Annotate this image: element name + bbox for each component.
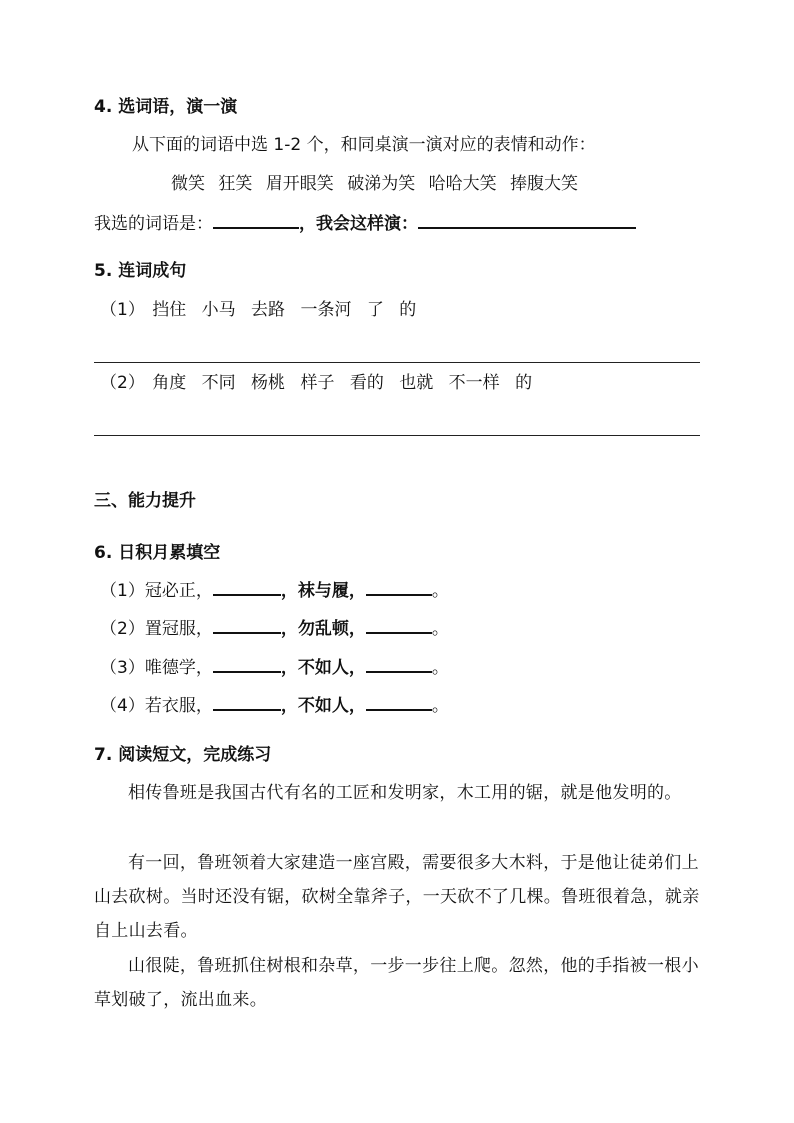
verse-start: 置冠服， <box>144 619 213 639</box>
verse-mid: ，不如人， <box>280 658 366 678</box>
word-option: 捧腹大笑 <box>510 174 579 194</box>
answer-line-1[interactable] <box>94 362 700 363</box>
item-number: （4） <box>100 696 145 716</box>
word-token: 不一样 <box>448 373 500 393</box>
fill-blank[interactable] <box>213 695 281 711</box>
word-token: 小马 <box>201 300 236 320</box>
q5-item-1 <box>100 298 426 322</box>
item-number: （2） <box>100 619 145 639</box>
fill-blank[interactable] <box>213 618 281 634</box>
word-option: 眉开眼笑 <box>265 174 334 194</box>
verse-end: 。 <box>431 619 449 639</box>
word-token: 的 <box>399 300 417 320</box>
q6-item-2 <box>100 617 449 641</box>
word-option: 微笑 <box>171 174 205 194</box>
q4-instruction: 从下面的词语中选 1-2 个，和同桌演一演对应的表情和动作： <box>132 135 596 155</box>
word-token: 不同 <box>201 373 236 393</box>
answer-line-2[interactable] <box>94 435 700 436</box>
q4-word-list <box>171 172 578 196</box>
verse-mid: ，不如人， <box>280 696 366 716</box>
q4-title: 4. 选词语，演一演 <box>94 97 238 117</box>
word-token: 样子 <box>300 373 335 393</box>
answer-blank-words[interactable] <box>213 213 299 229</box>
verse-end: 。 <box>431 696 449 716</box>
word-option: 破涕为笑 <box>347 174 416 194</box>
q6-item-4 <box>100 694 449 718</box>
fill-blank[interactable] <box>366 695 432 711</box>
fill-blank[interactable] <box>366 618 432 634</box>
word-option: 狂笑 <box>218 174 253 194</box>
word-token: 的 <box>515 373 533 393</box>
passage-paragraph-2: 有一回，鲁班领着大家建造一座宫殿，需要很多大木料，于是他让徒弟们上山去砍树。当时还没有锯，砍树全靠斧子，一天砍不了几棵。鲁班很着急，就亲自上山去看。 <box>94 853 700 941</box>
word-token: 角度 <box>152 373 187 393</box>
q7-title: 7. 阅读短文，完成练习 <box>94 745 272 765</box>
word-token: 也就 <box>399 373 434 393</box>
item-number: （3） <box>100 658 145 678</box>
answer-blank-perform[interactable] <box>418 213 636 229</box>
word-token: 去路 <box>251 300 286 320</box>
word-token: 挡住 <box>152 300 187 320</box>
q4-answer-line <box>94 212 636 236</box>
verse-start: 唯德学， <box>144 658 213 678</box>
q5-item-2 <box>100 371 542 395</box>
item-number: （2） <box>100 373 145 393</box>
fill-blank[interactable] <box>213 657 281 673</box>
word-token: 杨桃 <box>251 373 286 393</box>
verse-mid: ，勿乱顿， <box>280 619 366 639</box>
word-token: 一条河 <box>300 300 352 320</box>
fill-blank[interactable] <box>213 580 281 596</box>
verse-mid: ，袜与履， <box>280 581 366 601</box>
verse-end: 。 <box>431 581 449 601</box>
word-option: 哈哈大笑 <box>428 174 497 194</box>
fill-blank[interactable] <box>366 580 432 596</box>
verse-end: 。 <box>431 658 449 678</box>
answer-label-perform: ，我会这样演： <box>299 214 418 234</box>
fill-blank[interactable] <box>366 657 432 673</box>
q5-title: 5. 连词成句 <box>94 261 187 281</box>
passage-paragraph-1: 相传鲁班是我国古代有名的工匠和发明家，木工用的锯，就是他发明的。 <box>128 783 682 803</box>
word-token: 看的 <box>349 373 384 393</box>
q6-item-1 <box>100 579 449 603</box>
item-number: （1） <box>100 300 145 320</box>
verse-start: 冠必正， <box>144 581 213 601</box>
q6-item-3 <box>100 656 449 680</box>
answer-label-words: 我选的词语是： <box>94 214 213 234</box>
verse-start: 若衣服， <box>144 696 213 716</box>
q6-title: 6. 日积月累填空 <box>94 543 221 563</box>
passage-paragraph-3: 山很陡，鲁班抓住树根和杂草，一步一步往上爬。忽然，他的手指被一根小草划破了，流出血来。 <box>94 956 699 1010</box>
section-title: 三、能力提升 <box>94 491 196 511</box>
word-token: 了 <box>366 300 384 320</box>
item-number: （1） <box>100 581 145 601</box>
